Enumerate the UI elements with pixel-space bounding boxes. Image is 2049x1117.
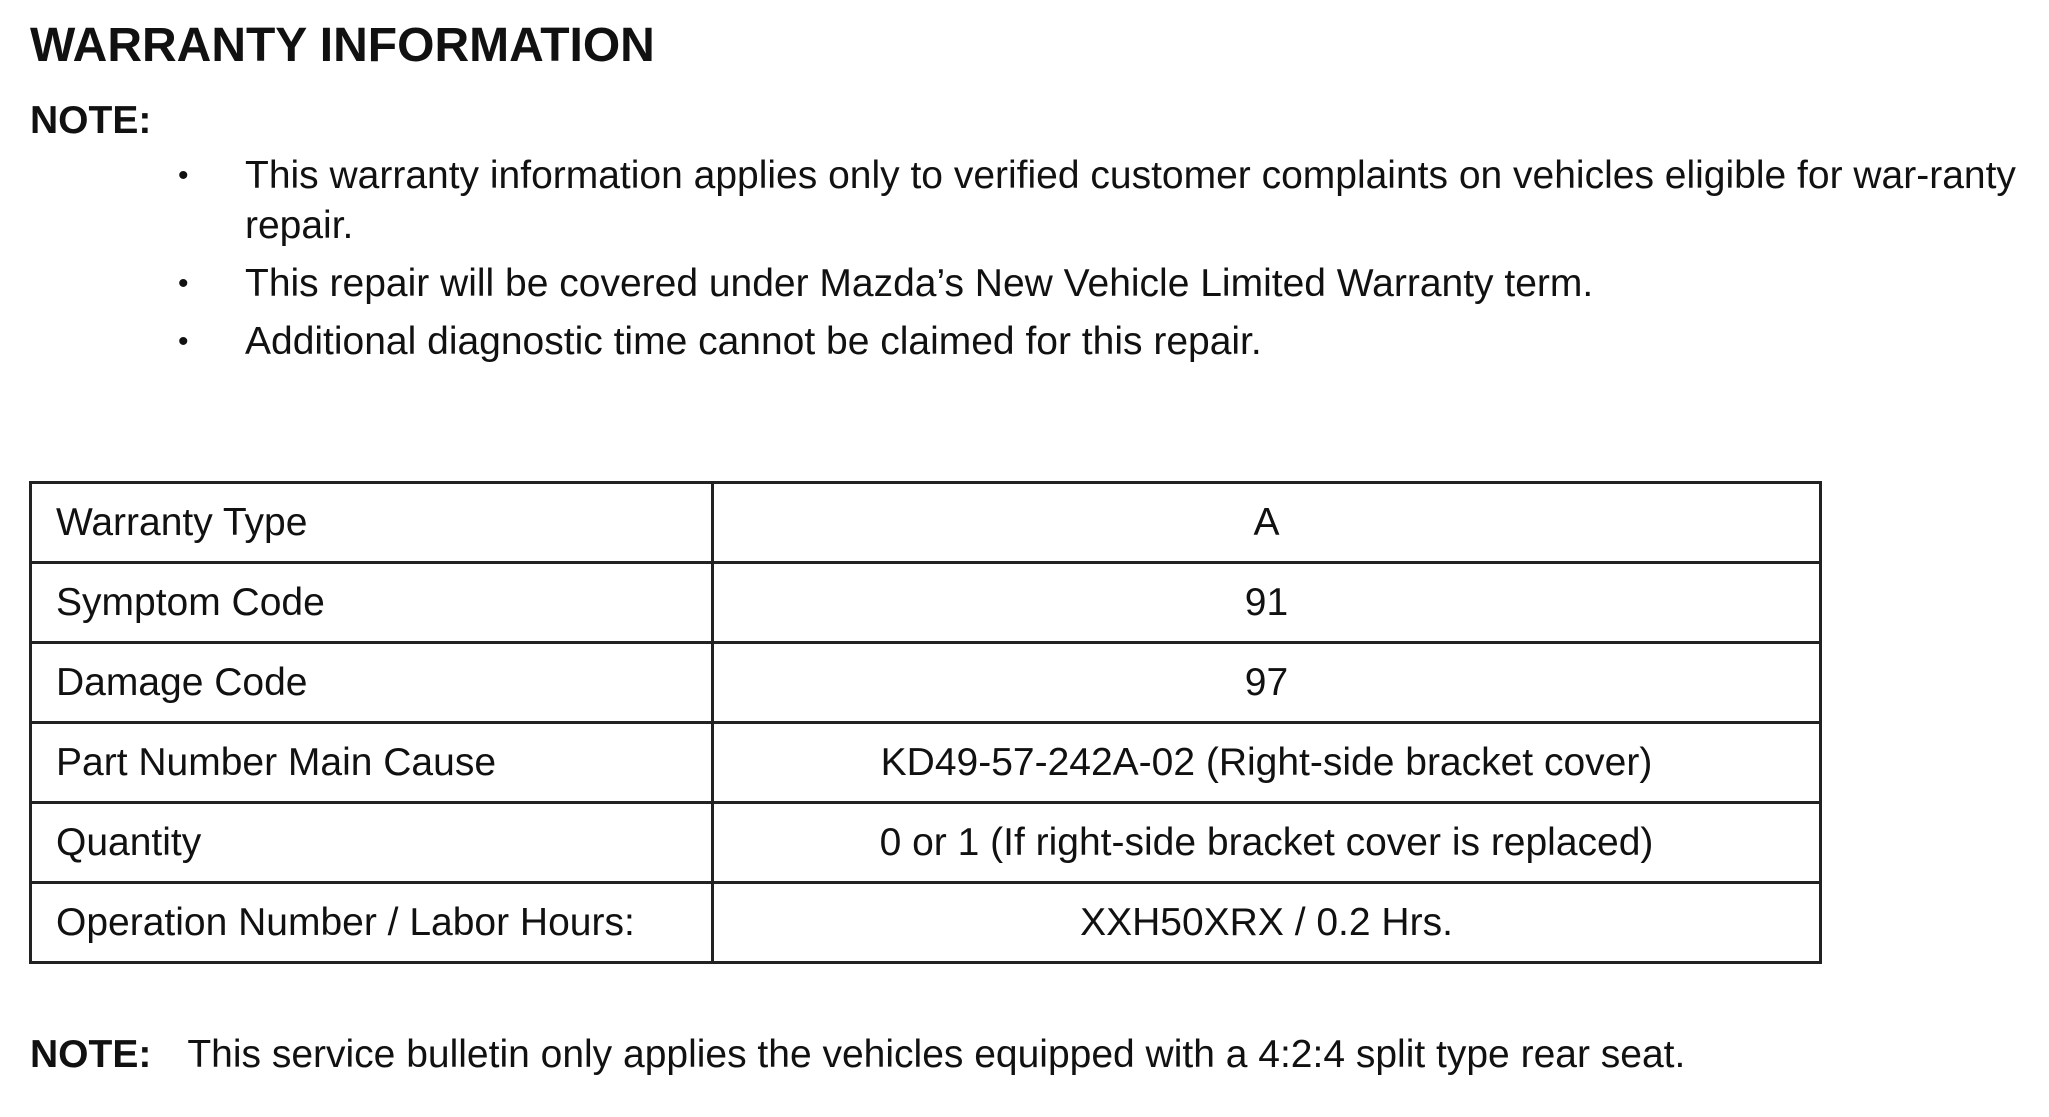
note-label: NOTE: bbox=[30, 99, 152, 142]
footer-note-label: NOTE: bbox=[30, 1033, 152, 1076]
warranty-note-text: Additional diagnostic time cannot be claimed for this repair. bbox=[245, 320, 1262, 363]
operation-number-labor-hours-value: XXH50XRX / 0.2 Hrs. bbox=[713, 883, 1821, 963]
warranty-details-table-body bbox=[31, 483, 1821, 963]
footer-note-text: This service bulletin only applies the vehicles equipped with a 4:2:4 split type rear seat. bbox=[187, 1033, 1686, 1076]
warranty-note-item bbox=[0, 317, 2049, 367]
warranty-note-text: This warranty information applies only to verified customer complaints on vehicles eligible for war-ranty repair. bbox=[245, 154, 2016, 247]
warranty-notes-list bbox=[0, 151, 2049, 375]
warranty-type-label: Warranty Type bbox=[31, 483, 713, 563]
warranty-note-item bbox=[0, 259, 2049, 309]
bullet-dot-icon: • bbox=[178, 325, 189, 358]
part-number-main-cause-label: Part Number Main Cause bbox=[31, 723, 713, 803]
warranty-details-table bbox=[29, 481, 1822, 964]
damage-code-value: 97 bbox=[713, 643, 1821, 723]
quantity-label: Quantity bbox=[31, 803, 713, 883]
table-row bbox=[31, 643, 1821, 723]
bullet-dot-icon: • bbox=[178, 267, 189, 300]
damage-code-label: Damage Code bbox=[31, 643, 713, 723]
bullet-dot-icon: • bbox=[178, 159, 189, 192]
warranty-note-item bbox=[0, 151, 2049, 251]
part-number-main-cause-value: KD49-57-242A-02 (Right-side bracket cover) bbox=[713, 723, 1821, 803]
operation-number-labor-hours-label: Operation Number / Labor Hours: bbox=[31, 883, 713, 963]
table-row bbox=[31, 483, 1821, 563]
symptom-code-value: 91 bbox=[713, 563, 1821, 643]
warranty-type-value: A bbox=[713, 483, 1821, 563]
symptom-code-label: Symptom Code bbox=[31, 563, 713, 643]
table-row bbox=[31, 803, 1821, 883]
table-row bbox=[31, 883, 1821, 963]
warranty-information-title: WARRANTY INFORMATION bbox=[30, 19, 655, 72]
table-row bbox=[31, 563, 1821, 643]
quantity-value: 0 or 1 (If right-side bracket cover is replaced) bbox=[713, 803, 1821, 883]
warranty-note-text: This repair will be covered under Mazda’s New Vehicle Limited Warranty term. bbox=[245, 262, 1594, 305]
service-bulletin-note bbox=[30, 1030, 1685, 1080]
table-row bbox=[31, 723, 1821, 803]
